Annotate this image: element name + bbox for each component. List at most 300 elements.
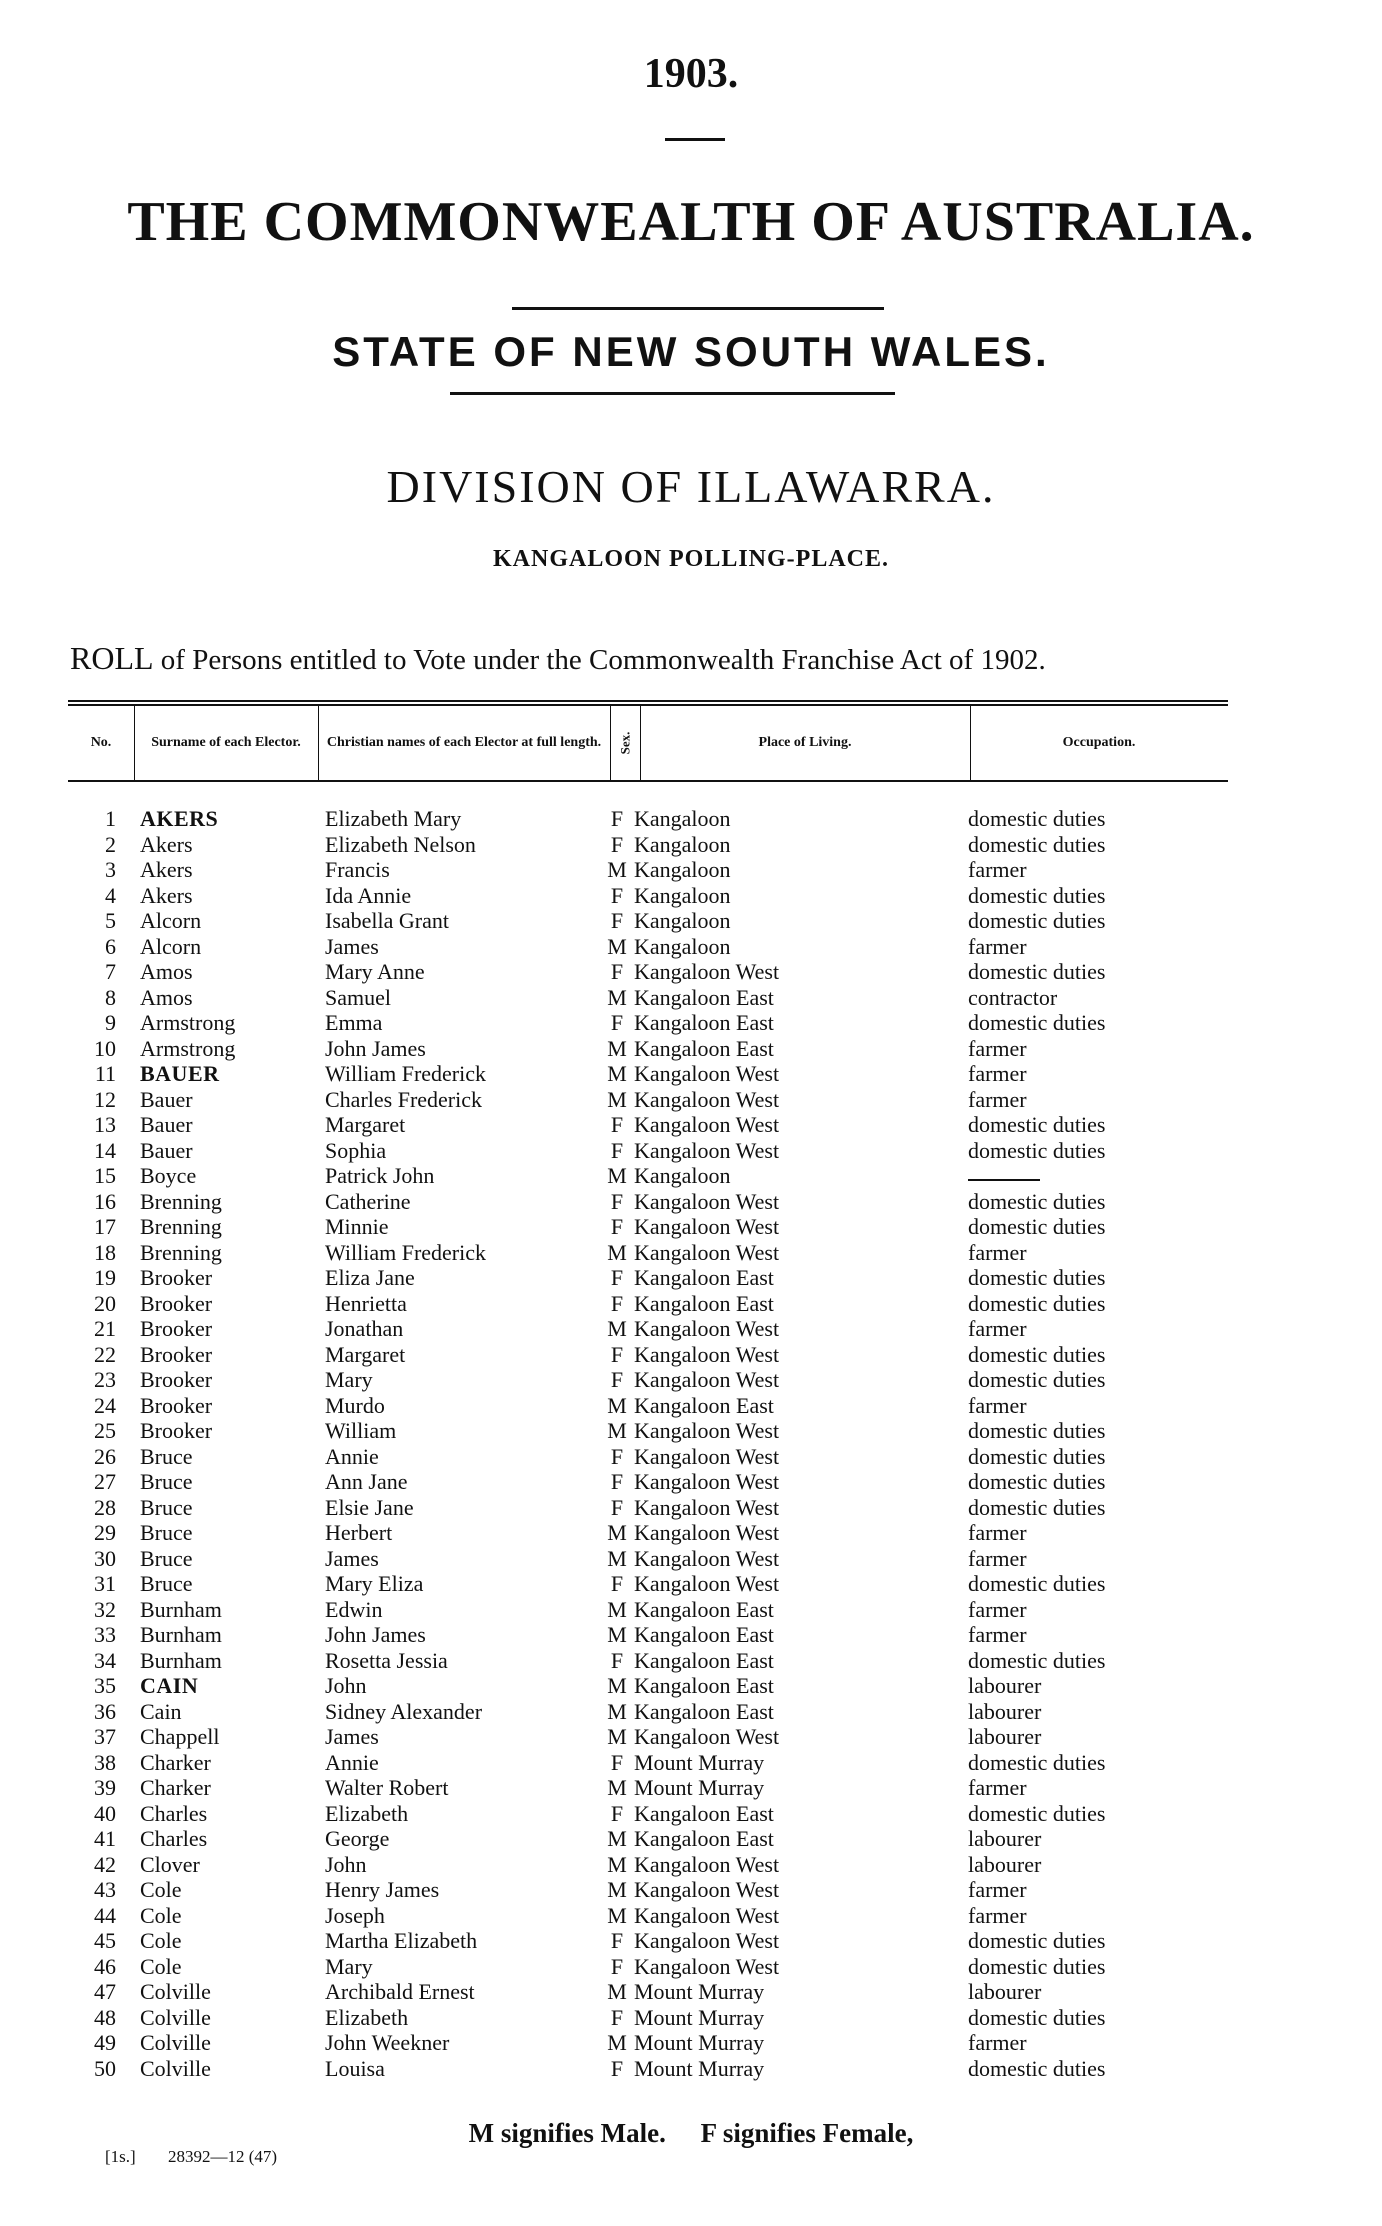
table-row: [0, 1367, 1382, 1393]
table-row: [0, 1061, 1382, 1087]
elector-christian-names: James: [325, 933, 379, 959]
elector-occupation: farmer: [968, 1520, 1027, 1545]
elector-place: Kangaloon East: [634, 1392, 774, 1418]
table-row: [0, 1418, 1382, 1444]
elector-surname: Cole: [140, 1877, 182, 1902]
roll-lead: ROLL: [70, 640, 154, 676]
elector-christian-names: Emma: [325, 1010, 383, 1035]
elector-occupation: farmer: [968, 1877, 1027, 1902]
elector-number: 26: [94, 1443, 116, 1469]
elector-number: 28: [94, 1494, 116, 1520]
elector-occupation: labourer: [968, 1826, 1042, 1851]
elector-christian-names: Catherine: [325, 1188, 411, 1214]
column-header-occupation: Occupation.: [1062, 735, 1136, 750]
table-row: [0, 1010, 1382, 1036]
table-row: [0, 883, 1382, 909]
elector-sex: F: [610, 1749, 624, 1775]
elector-sex: M: [607, 1316, 627, 1341]
elector-christian-names: Samuel: [325, 984, 391, 1010]
elector-number: 43: [94, 1877, 116, 1902]
elector-number: 20: [94, 1290, 116, 1316]
elector-place: Kangaloon West: [634, 1418, 780, 1443]
elector-number: 3: [105, 857, 116, 882]
table-row: [0, 1903, 1382, 1929]
table-row: [0, 1673, 1382, 1699]
state-heading: STATE OF NEW SOUTH WALES.: [332, 328, 1050, 375]
table-header: [68, 700, 1228, 782]
elector-sex: M: [607, 1877, 627, 1902]
table-row: [0, 1699, 1382, 1725]
elector-place: Kangaloon West: [634, 1367, 780, 1392]
elector-occupation: domestic duties: [968, 806, 1106, 831]
elector-sex: F: [610, 1188, 624, 1214]
table-row: [0, 1393, 1382, 1419]
elector-surname: BAUER: [140, 1061, 220, 1086]
elector-number: 21: [94, 1316, 116, 1341]
table-row: [0, 1801, 1382, 1827]
elector-occupation: domestic duties: [968, 1800, 1106, 1826]
elector-sex: F: [610, 1494, 624, 1520]
elector-number: 40: [94, 1800, 116, 1826]
elector-number: 30: [94, 1545, 116, 1571]
elector-christian-names: Mary Eliza: [325, 1571, 424, 1596]
elector-place: Kangaloon West: [634, 1571, 780, 1596]
elector-surname: Armstrong: [140, 1010, 236, 1035]
elector-number: 9: [105, 1010, 116, 1035]
table-row: [0, 1214, 1382, 1240]
elector-place: Kangaloon West: [634, 1545, 780, 1571]
elector-occupation: labourer: [968, 1724, 1042, 1749]
elector-sex: M: [607, 1826, 627, 1851]
elector-place: Kangaloon East: [634, 1698, 774, 1724]
table-row: [0, 1520, 1382, 1546]
elector-place: Kangaloon West: [634, 1239, 780, 1265]
elector-number: 14: [94, 1137, 116, 1163]
elector-sex: F: [610, 959, 624, 984]
elector-occupation: domestic duties: [968, 1188, 1106, 1214]
elector-surname: Bauer: [140, 1137, 193, 1163]
table-row: [0, 1775, 1382, 1801]
elector-occupation: labourer: [968, 1851, 1042, 1877]
elector-sex: M: [607, 1545, 627, 1571]
table-row: [0, 1036, 1382, 1062]
elector-christian-names: Sophia: [325, 1137, 387, 1163]
legend-male: M signifies Male.: [468, 2118, 666, 2148]
elector-sex: F: [610, 882, 624, 908]
elector-christian-names: James: [325, 1724, 379, 1749]
division-heading: DIVISION OF ILLAWARRA.: [386, 461, 996, 512]
elector-sex: M: [607, 1902, 627, 1928]
elector-occupation: domestic duties: [968, 1112, 1106, 1137]
elector-sex: F: [610, 2004, 624, 2030]
elector-place: Kangaloon: [634, 857, 731, 882]
elector-sex: M: [607, 1163, 627, 1188]
elector-sex: F: [610, 1953, 624, 1979]
elector-surname: Cole: [140, 1953, 182, 1979]
elector-sex: F: [610, 1137, 624, 1163]
elector-surname: Amos: [140, 984, 193, 1010]
elector-surname: Bruce: [140, 1494, 193, 1520]
elector-number: 27: [94, 1469, 116, 1494]
table-row: [0, 1571, 1382, 1597]
elector-christian-names: Isabella Grant: [325, 908, 449, 933]
elector-surname: Bruce: [140, 1520, 193, 1545]
elector-christian-names: Martha Elizabeth: [325, 1928, 478, 1953]
elector-place: Kangaloon East: [634, 1800, 774, 1826]
elector-christian-names: Mary: [325, 1367, 373, 1392]
elector-number: 4: [105, 882, 116, 908]
table-row: [0, 1648, 1382, 1674]
elector-place: Kangaloon: [634, 1163, 731, 1188]
elector-christian-names: John: [325, 1673, 367, 1698]
elector-sex: F: [610, 1010, 624, 1035]
elector-place: Kangaloon West: [634, 1443, 780, 1469]
elector-occupation: domestic duties: [968, 1341, 1106, 1367]
elector-place: Mount Murray: [634, 1979, 765, 2004]
elector-number: 2: [105, 831, 116, 857]
elector-place: Kangaloon: [634, 806, 731, 831]
table-row: [0, 1342, 1382, 1368]
elector-occupation: labourer: [968, 1979, 1042, 2004]
elector-number: 15: [94, 1163, 116, 1188]
table-row: [0, 1240, 1382, 1266]
elector-sex: M: [607, 1239, 627, 1265]
elector-place: Kangaloon West: [634, 1214, 780, 1239]
elector-number: 47: [94, 1979, 116, 2004]
elector-sex: M: [607, 984, 627, 1010]
elector-sex: M: [607, 1418, 627, 1443]
elector-number: 12: [94, 1086, 116, 1112]
year-heading: 1903.: [643, 51, 739, 97]
elector-occupation: domestic duties: [968, 1469, 1106, 1494]
table-row: [0, 1265, 1382, 1291]
price-label: [1s.]: [105, 2147, 136, 2166]
elector-christian-names: Charles Frederick: [325, 1086, 482, 1112]
elector-place: Kangaloon West: [634, 1877, 780, 1902]
elector-surname: Colville: [140, 1979, 211, 2004]
elector-place: Kangaloon: [634, 908, 731, 933]
elector-christian-names: Mary Anne: [325, 959, 425, 984]
elector-christian-names: Murdo: [325, 1392, 385, 1418]
elector-sex: F: [610, 1800, 624, 1826]
elector-place: Kangaloon: [634, 831, 731, 857]
elector-surname: Brooker: [140, 1290, 213, 1316]
table-row: [0, 1928, 1382, 1954]
elector-number: 7: [105, 959, 116, 984]
elector-surname: Armstrong: [140, 1035, 236, 1061]
elector-surname: Brooker: [140, 1316, 213, 1341]
elector-occupation: domestic duties: [968, 1749, 1106, 1775]
elector-sex: F: [610, 1341, 624, 1367]
elector-number: 37: [94, 1724, 116, 1749]
elector-place: Kangaloon West: [634, 1851, 780, 1877]
elector-number: 41: [94, 1826, 116, 1851]
elector-place: Kangaloon: [634, 882, 731, 908]
elector-place: Kangaloon East: [634, 984, 774, 1010]
elector-sex: F: [610, 1647, 624, 1673]
elector-sex: M: [607, 1061, 627, 1086]
elector-number: 38: [94, 1749, 116, 1775]
table-row: [0, 934, 1382, 960]
elector-number: 22: [94, 1341, 116, 1367]
elector-occupation: farmer: [968, 1596, 1027, 1622]
table-row: [0, 1291, 1382, 1317]
elector-occupation: domestic duties: [968, 1647, 1106, 1673]
column-header-sex-label: Sex.: [617, 731, 632, 755]
elector-sex: M: [607, 1392, 627, 1418]
elector-number: 34: [94, 1647, 116, 1673]
elector-place: Kangaloon West: [634, 959, 780, 984]
elector-place: Kangaloon East: [634, 1622, 774, 1647]
elector-occupation: domestic duties: [968, 831, 1106, 857]
table-row: [0, 1877, 1382, 1903]
elector-place: Kangaloon East: [634, 1596, 774, 1622]
divider-rule: [665, 138, 725, 141]
elector-place: Kangaloon West: [634, 1086, 780, 1112]
elector-occupation: domestic duties: [968, 908, 1106, 933]
elector-occupation: labourer: [968, 1698, 1042, 1724]
elector-occupation: farmer: [968, 1392, 1027, 1418]
elector-christian-names: Edwin: [325, 1596, 383, 1622]
elector-occupation: domestic duties: [968, 1953, 1106, 1979]
elector-sex: M: [607, 1622, 627, 1647]
elector-christian-names: Patrick John: [325, 1163, 435, 1188]
elector-place: Kangaloon West: [634, 1112, 780, 1137]
elector-place: Kangaloon East: [634, 1826, 774, 1851]
elector-christian-names: Minnie: [325, 1214, 389, 1239]
print-reference: [105, 2147, 305, 2167]
elector-sex: F: [610, 1214, 624, 1239]
elector-number: 17: [94, 1214, 116, 1239]
elector-christian-names: Joseph: [325, 1902, 385, 1928]
column-header-place: Place of Living.: [640, 706, 971, 780]
elector-christian-names: Sidney Alexander: [325, 1698, 483, 1724]
elector-sex: M: [607, 1520, 627, 1545]
table-row: [0, 2005, 1382, 2031]
elector-place: Kangaloon West: [634, 1494, 780, 1520]
elector-surname: Brooker: [140, 1265, 213, 1290]
elector-occupation: farmer: [968, 1622, 1027, 1647]
elector-place: Mount Murray: [634, 1775, 765, 1800]
elector-occupation: farmer: [968, 1239, 1027, 1265]
elector-christian-names: Annie: [325, 1443, 379, 1469]
elector-place: Kangaloon West: [634, 1341, 780, 1367]
elector-christian-names: William Frederick: [325, 1239, 487, 1265]
elector-sex: F: [610, 1469, 624, 1494]
elector-number: 48: [94, 2004, 116, 2030]
elector-surname: Brooker: [140, 1392, 213, 1418]
elector-surname: Colville: [140, 2004, 211, 2030]
elector-sex: F: [610, 1443, 624, 1469]
elector-christian-names: Francis: [325, 857, 390, 882]
elector-number: 19: [94, 1265, 116, 1290]
elector-occupation: farmer: [968, 933, 1027, 959]
elector-surname: Bauer: [140, 1112, 193, 1137]
elector-occupation: farmer: [968, 1035, 1027, 1061]
elector-christian-names: Elizabeth Nelson: [325, 831, 476, 857]
elector-number: 16: [94, 1188, 116, 1214]
elector-occupation: domestic duties: [968, 1290, 1106, 1316]
elector-surname: Brenning: [140, 1239, 222, 1265]
elector-surname: Boyce: [140, 1163, 197, 1188]
elector-christian-names: Elizabeth Mary: [325, 806, 462, 831]
roll-intro: [70, 640, 1230, 677]
table-row: [0, 1750, 1382, 1776]
elector-place: Kangaloon East: [634, 1673, 774, 1698]
elector-number: 33: [94, 1622, 116, 1647]
elector-sex: F: [610, 1367, 624, 1392]
elector-place: Kangaloon East: [634, 1647, 774, 1673]
table-row: [0, 806, 1382, 832]
sex-legend: [0, 2118, 1382, 2149]
elector-place: Kangaloon East: [634, 1035, 774, 1061]
elector-christian-names: John James: [325, 1622, 426, 1647]
elector-occupation: domestic duties: [968, 1443, 1106, 1469]
elector-occupation: farmer: [968, 1775, 1027, 1800]
table-row: [0, 1444, 1382, 1470]
elector-sex: F: [610, 831, 624, 857]
elector-christian-names: John: [325, 1851, 367, 1877]
elector-number: 13: [94, 1112, 116, 1137]
roll-description: of Persons entitled to Vote under the Commonwealth Franchise Act of 1902.: [153, 644, 1046, 676]
elector-place: Kangaloon East: [634, 1010, 774, 1035]
elector-surname: Cain: [140, 1698, 182, 1724]
elector-number: 6: [105, 933, 116, 959]
elector-surname: Burnham: [140, 1622, 222, 1647]
elector-place: Kangaloon West: [634, 1902, 780, 1928]
elector-number: 44: [94, 1902, 116, 1928]
elector-surname: Bauer: [140, 1086, 193, 1112]
elector-number: 36: [94, 1698, 116, 1724]
elector-place: Kangaloon West: [634, 1188, 780, 1214]
table-row: [0, 1469, 1382, 1495]
elector-sex: F: [610, 1928, 624, 1953]
column-header-christian-names: Christian names of each Elector at full length.: [318, 706, 611, 780]
table-row: [0, 1112, 1382, 1138]
elector-christian-names: George: [325, 1826, 390, 1851]
elector-surname: Bruce: [140, 1469, 193, 1494]
elector-surname: Amos: [140, 959, 193, 984]
elector-sex: M: [607, 857, 627, 882]
elector-surname: Brenning: [140, 1214, 222, 1239]
elector-occupation: domestic duties: [968, 2055, 1106, 2081]
elector-christian-names: Elsie Jane: [325, 1494, 414, 1520]
elector-surname: Colville: [140, 2030, 211, 2055]
elector-number: 18: [94, 1239, 116, 1265]
divider-rule: [512, 307, 884, 310]
elector-christian-names: Ida Annie: [325, 882, 412, 908]
elector-sex: F: [610, 2055, 624, 2081]
elector-surname: CAIN: [140, 1673, 199, 1698]
elector-number: 5: [105, 908, 116, 933]
elector-occupation: domestic duties: [968, 1494, 1106, 1520]
reference-number: 28392—12 (47): [167, 2147, 278, 2166]
elector-surname: Charker: [140, 1749, 211, 1775]
elector-occupation: domestic duties: [968, 1265, 1106, 1290]
elector-number: 11: [94, 1061, 116, 1086]
elector-occupation: domestic duties: [968, 1418, 1106, 1443]
elector-surname: Akers: [140, 857, 193, 882]
elector-christian-names: Mary: [325, 1953, 373, 1979]
elector-place: Kangaloon West: [634, 1316, 780, 1341]
table-row: [0, 908, 1382, 934]
table-row: [0, 1622, 1382, 1648]
elector-occupation: contractor: [968, 984, 1058, 1010]
elector-place: Kangaloon West: [634, 1928, 780, 1953]
elector-surname: Bruce: [140, 1443, 193, 1469]
elector-place: Kangaloon: [634, 933, 731, 959]
elector-number: 35: [94, 1673, 116, 1698]
elector-surname: Charles: [140, 1800, 208, 1826]
table-row: [0, 1954, 1382, 1980]
elector-christian-names: John Weekner: [325, 2030, 450, 2055]
elector-number: 10: [94, 1035, 116, 1061]
elector-occupation: farmer: [968, 1902, 1027, 1928]
elector-surname: AKERS: [140, 806, 219, 831]
elector-occupation: domestic duties: [968, 1214, 1106, 1239]
elector-surname: Charles: [140, 1826, 208, 1851]
elector-place: Mount Murray: [634, 1749, 765, 1775]
elector-place: Mount Murray: [634, 2004, 765, 2030]
elector-surname: Brenning: [140, 1188, 222, 1214]
elector-sex: F: [610, 1571, 624, 1596]
elector-christian-names: Elizabeth: [325, 2004, 409, 2030]
table-row: [0, 2030, 1382, 2056]
elector-place: Kangaloon West: [634, 1061, 780, 1086]
table-row: [0, 1979, 1382, 2005]
elector-occupation: domestic duties: [968, 1010, 1106, 1035]
polling-place-heading: KANGALOON POLLING-PLACE.: [492, 546, 890, 572]
elector-christian-names: Elizabeth: [325, 1800, 409, 1826]
elector-place: Kangaloon West: [634, 1520, 780, 1545]
table-row: [0, 1163, 1382, 1189]
elector-sex: F: [610, 1112, 624, 1137]
elector-number: 32: [94, 1596, 116, 1622]
table-row: [0, 1316, 1382, 1342]
elector-surname: Bruce: [140, 1571, 193, 1596]
elector-christian-names: Annie: [325, 1749, 379, 1775]
elector-christian-names: Eliza Jane: [325, 1265, 415, 1290]
elector-sex: F: [610, 1265, 624, 1290]
elector-christian-names: Herbert: [325, 1520, 393, 1545]
elector-surname: Brooker: [140, 1367, 213, 1392]
elector-sex: M: [607, 1596, 627, 1622]
elector-sex: F: [610, 908, 624, 933]
elector-christian-names: William: [325, 1418, 397, 1443]
elector-sex: M: [607, 1724, 627, 1749]
elector-sex: M: [607, 1035, 627, 1061]
elector-sex: F: [610, 806, 624, 831]
elector-surname: Alcorn: [140, 933, 202, 959]
elector-surname: Colville: [140, 2055, 211, 2081]
column-header-surname: Surname of each Elector.: [134, 706, 319, 780]
elector-occupation: farmer: [968, 1086, 1027, 1112]
elector-surname: Akers: [140, 882, 193, 908]
table-row: [0, 832, 1382, 858]
legend-female: F signifies Female,: [700, 2118, 914, 2148]
elector-place: Kangaloon East: [634, 1265, 774, 1290]
elector-sex: M: [607, 1086, 627, 1112]
elector-number: 1: [105, 806, 116, 831]
elector-number: 25: [94, 1418, 116, 1443]
elector-number: 23: [94, 1367, 116, 1392]
elector-christian-names: Walter Robert: [325, 1775, 449, 1800]
elector-sex: M: [607, 2030, 627, 2055]
divider-rule: [450, 392, 895, 395]
elector-number: 50: [94, 2055, 116, 2081]
elector-christian-names: William Frederick: [325, 1061, 487, 1086]
elector-christian-names: Margaret: [325, 1341, 406, 1367]
